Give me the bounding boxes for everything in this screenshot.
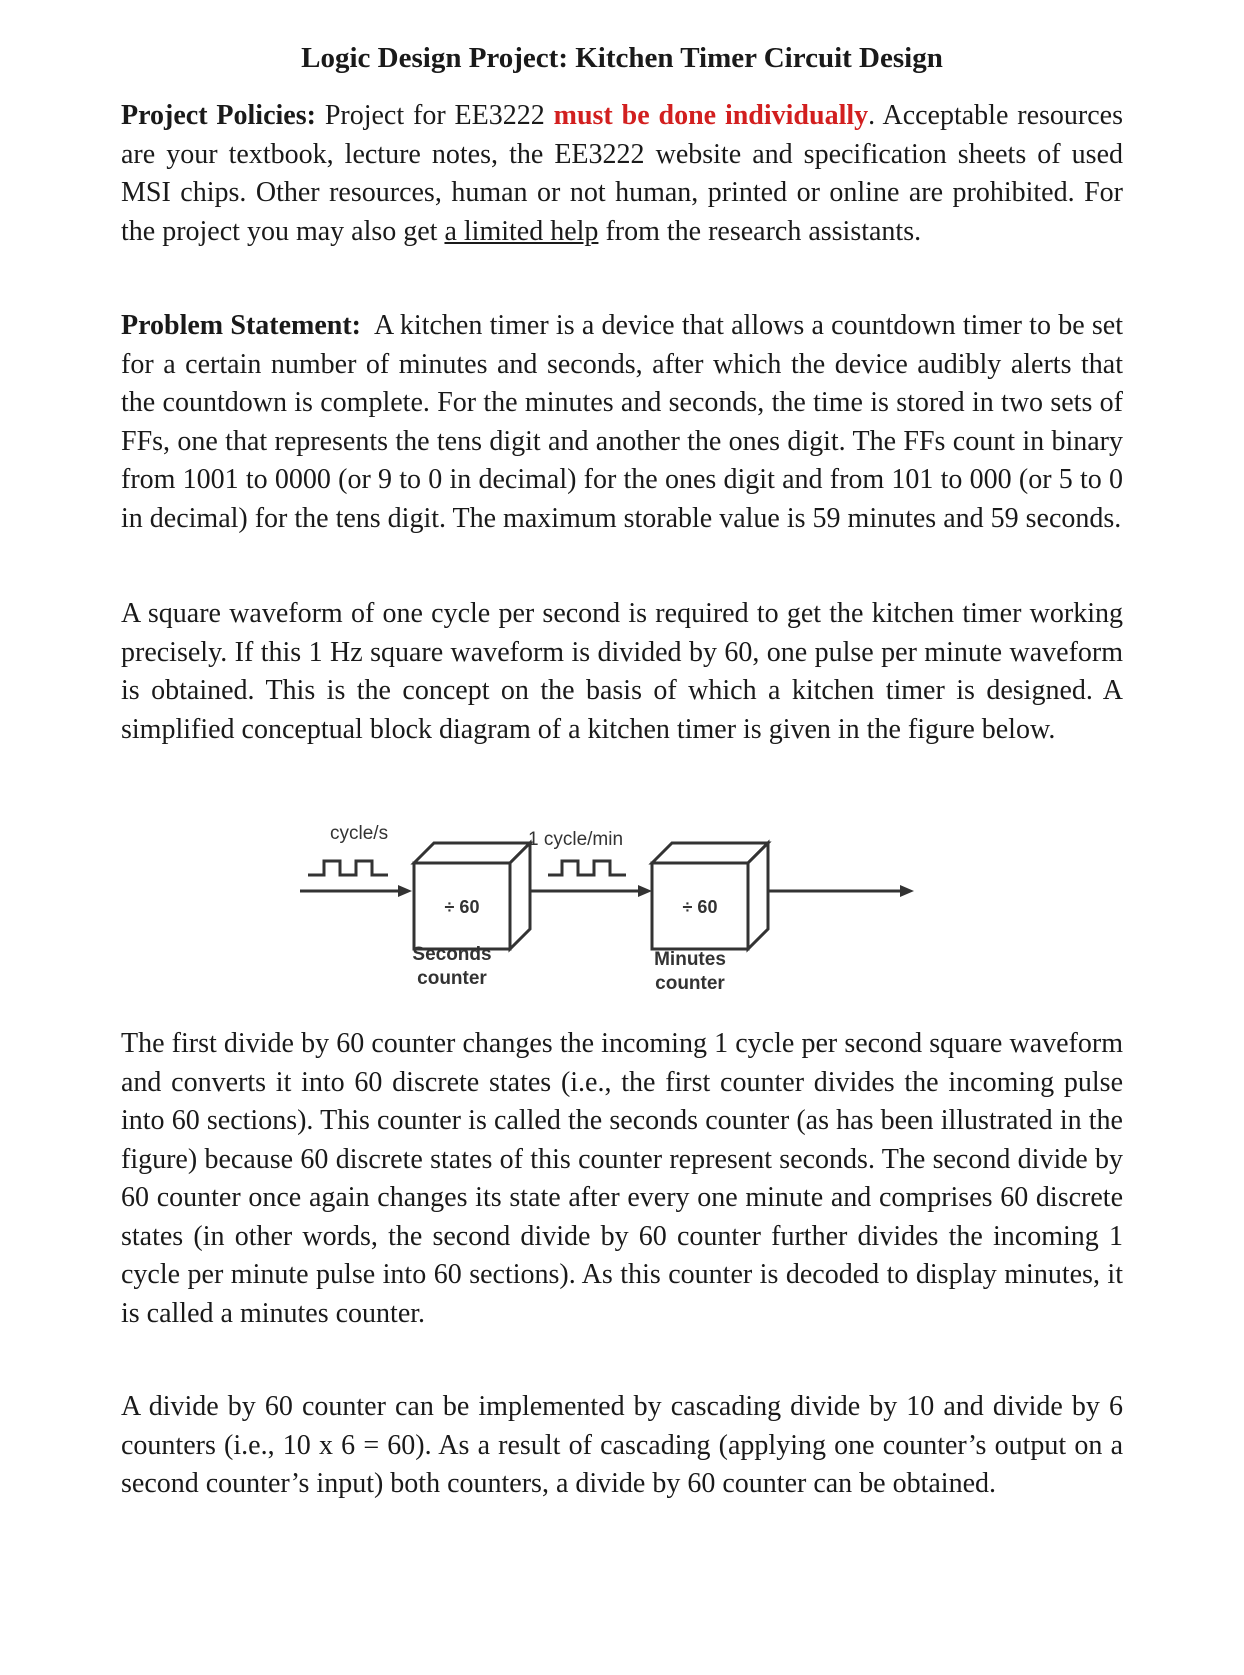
seconds-counter-block [414, 843, 530, 949]
minutes-caption-line1: Minutes [654, 949, 726, 970]
input-square-wave-icon [308, 861, 388, 875]
project-policies-paragraph [121, 97, 1123, 251]
problem-heading: Problem Statement: [121, 310, 362, 341]
input-label: cycle/s [330, 823, 389, 844]
policies-text-1: Project for EE3222 [315, 100, 554, 131]
policies-underlined: a limited help [444, 215, 599, 247]
minutes-counter-block [652, 843, 768, 949]
policies-heading: Project Policies: [121, 100, 316, 131]
seconds-caption-line2: counter [417, 968, 487, 989]
policies-emphasis: must be done individually [553, 100, 869, 131]
mid-label: 1 cycle/min [528, 829, 624, 850]
policies-text-3: from the research assistants. [598, 215, 922, 247]
seconds-caption-line1: Seconds [412, 944, 492, 965]
input-arrowhead-icon [398, 885, 412, 897]
problem-statement-paragraph [121, 307, 1130, 538]
policies-text-2: . Acceptable resources are your textbook, lecture notes, the EE3222 website and specification sheets of used MSI chips. Other resources, human or not human, printed or online are prohibited. For the project you may also get [121, 100, 1123, 247]
page-title: Logic Design Project: Kitchen Timer Circuit Design [301, 42, 943, 74]
problem-text: A kitchen timer is a device that allows a countdown timer to be set for a certain number of minutes and seconds, after which the device audibly alerts that the countdown is complete. For the minutes and seconds, the time is stored in two sets of FFs, one that represents the tens digit and another the ones digit. The FFs count in binary from 1001 to 0000 (or 9 to 0 in decimal) for the ones digit and from 101 to 000 (or 5 to 0 in decimal) for the tens digit. The maximum storable value is 59 minutes and 59 seconds. [121, 310, 1130, 534]
counters-paragraph: The first divide by 60 counter changes the incoming 1 cycle per second square waveform and converts it into 60 discrete states (i.e., the first counter divides the incoming pulse into 60 sections). This counter is called the seconds counter (as has been illustrated in the figure) because 60 discrete states of this counter represent seconds. The second divide by 60 counter once again changes its state after every one minute and comprises 60 discrete states (in other words, the second divide by 60 counter further divides the incoming 1 cycle per minute pulse into 60 sections). As this counter is decoded to display minutes, it is called a minutes counter. [121, 1028, 1123, 1329]
mid-arrowhead-icon [638, 885, 652, 897]
cascade-paragraph: A divide by 60 counter can be implemented by cascading divide by 10 and divide by 6 counters (i.e., 10 x 6 = 60). As a result of cascading (applying one counter’s output on a second counter’s input) both counters, a divide by 60 counter can be obtained. [121, 1391, 1123, 1499]
minutes-caption-line2: counter [655, 973, 725, 994]
output-arrowhead-icon [900, 885, 914, 897]
waveform-paragraph: A square waveform of one cycle per second is required to get the kitchen timer working precisely. If this 1 Hz square waveform is divided by 60, one pulse per minute waveform is obtained. This is the concept on the basis of which a kitchen timer is designed. A simplified conceptual block diagram of a kitchen timer is given in the figure below. [121, 598, 1123, 745]
kitchen-timer-block-diagram [290, 815, 970, 1015]
minutes-counter-divisor: ÷ 60 [682, 897, 718, 917]
seconds-counter-divisor: ÷ 60 [444, 897, 480, 917]
mid-square-wave-icon [548, 861, 626, 875]
